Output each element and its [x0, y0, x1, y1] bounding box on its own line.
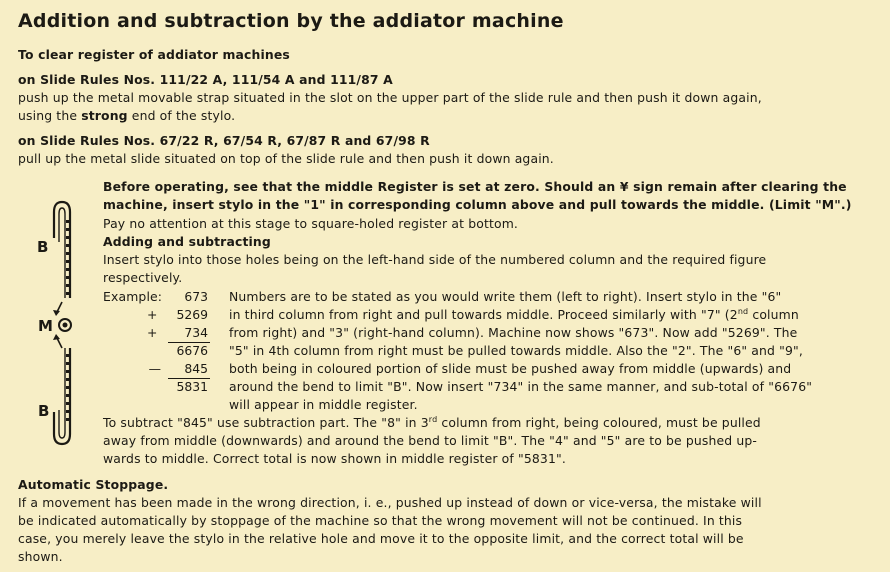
example-label: Example: [103, 289, 163, 304]
adding-line1: Insert stylo into those holes being on the left-hand side of the numbered column and the required figure [103, 252, 767, 267]
figure-3: 734 [184, 325, 208, 340]
figure-2: 5269 [176, 307, 208, 322]
example-line7: will appear in middle register. [229, 397, 418, 412]
lower-slot-inner [59, 348, 65, 438]
section2-heading: on Slide Rules Nos. 67/22 R, 67/54 R, 67/87 R and 67/98 R [18, 133, 430, 148]
section1-heading: on Slide Rules Nos. 111/22 A, 111/54 A and 111/87 A [18, 72, 393, 87]
label-b-top: B [37, 238, 49, 256]
upper-arrowhead [53, 310, 60, 316]
addiator-diagram [32, 198, 92, 448]
figure-1: 673 [184, 289, 208, 304]
automatic-line3: case, you merely leave the stylo in the relative hole and move it to the opposite limit, and the correct total will be [18, 531, 744, 546]
subtract-line1-pre: To subtract "845" use subtraction part. The "8" in 3 [103, 415, 429, 431]
before-line1: Before operating, see that the middle Register is set at zero. Should an ¥ sign remain after clearing the [103, 179, 847, 194]
section1-line2-strong: strong [81, 108, 128, 123]
section2-line1: pull up the metal slide situated on top of the slide rule and then push it down again. [18, 151, 554, 166]
section1-line2 [18, 108, 235, 123]
section1-line1: push up the metal movable strap situated in the slot on the upper part of the slide rule and then push it down again, [18, 90, 762, 105]
upper-slot-inner [59, 208, 65, 298]
subtract-line3: wards to middle. Correct total is now shown in middle register of "5831". [103, 451, 566, 466]
subtract-line1-post: column from right, being coloured, must be pulled [437, 415, 761, 431]
example-line6: around the bend to limit "B". Now insert "734" in the same manner, and sub-total of "6676" [229, 379, 813, 394]
figure-6: 5831 [176, 379, 208, 394]
upper-slot-outline [54, 202, 70, 298]
example-line2 [229, 307, 799, 322]
middle-register-dot [63, 323, 68, 328]
example-line3: from right) and "3" (right-hand column). Machine now shows "673". Now add "5269". The [229, 325, 798, 340]
clear-heading: To clear register of addiator machines [18, 47, 290, 62]
subtract-line2: away from middle (downwards) and around the bend to limit "B". The "4" and "5" are to be pushed up- [103, 433, 758, 448]
figure-sign-5: — [148, 361, 161, 376]
page-title: Addition and subtraction by the addiator machine [18, 10, 564, 32]
before-line2: machine, insert stylo in the "1" in corresponding column above and pull towards the middle. (Limit "M".) [103, 197, 852, 212]
subtract-line1-sup: rd [428, 415, 438, 424]
figure-5: 845 [184, 361, 208, 376]
automatic-line1: If a movement has been made in the wrong direction, i. e., pushed up instead of down or vice-versa, the mistake will [18, 495, 762, 510]
example-line2-main: in third column from right and pull towards middle. Proceed similarly with "7" (2 [229, 307, 738, 323]
figure-sign-3: + [147, 325, 158, 340]
example-line2-sup: nd [737, 307, 749, 316]
label-m: M [38, 317, 53, 335]
before-line3: Pay no attention at this stage to square-holed register at bottom. [103, 216, 519, 231]
adding-line2: respectively. [103, 270, 183, 285]
example-line4: "5" in 4th column from right must be pulled towards middle. Also the "2". The "6" and "9", [229, 343, 803, 358]
label-b-bottom: B [38, 402, 50, 420]
example-line1: Numbers are to be stated as you would write them (left to right). Insert stylo in the "6" [229, 289, 782, 304]
lower-holes [66, 354, 69, 421]
automatic-line4: shown. [18, 549, 63, 564]
subtract-line1 [103, 415, 761, 430]
figure-sign-2: + [147, 307, 158, 322]
section1-line2-pre: using the [18, 108, 82, 123]
upper-holes [66, 220, 69, 295]
addiator-diagram-svg [32, 198, 92, 448]
section1-line2-post: end of the stylo. [127, 108, 236, 123]
adding-heading: Adding and subtracting [103, 234, 271, 249]
figure-4: 6676 [176, 343, 208, 358]
example-line2-tail: column [748, 307, 799, 323]
automatic-line2: be indicated automatically by stoppage of the machine so that the wrong movement will not be continued. In this [18, 513, 743, 528]
lower-arrowhead [53, 334, 60, 340]
automatic-heading: Automatic Stoppage. [18, 477, 169, 492]
example-line5: both being in coloured portion of slide must be pushed away from middle (upwards) and [229, 361, 792, 376]
